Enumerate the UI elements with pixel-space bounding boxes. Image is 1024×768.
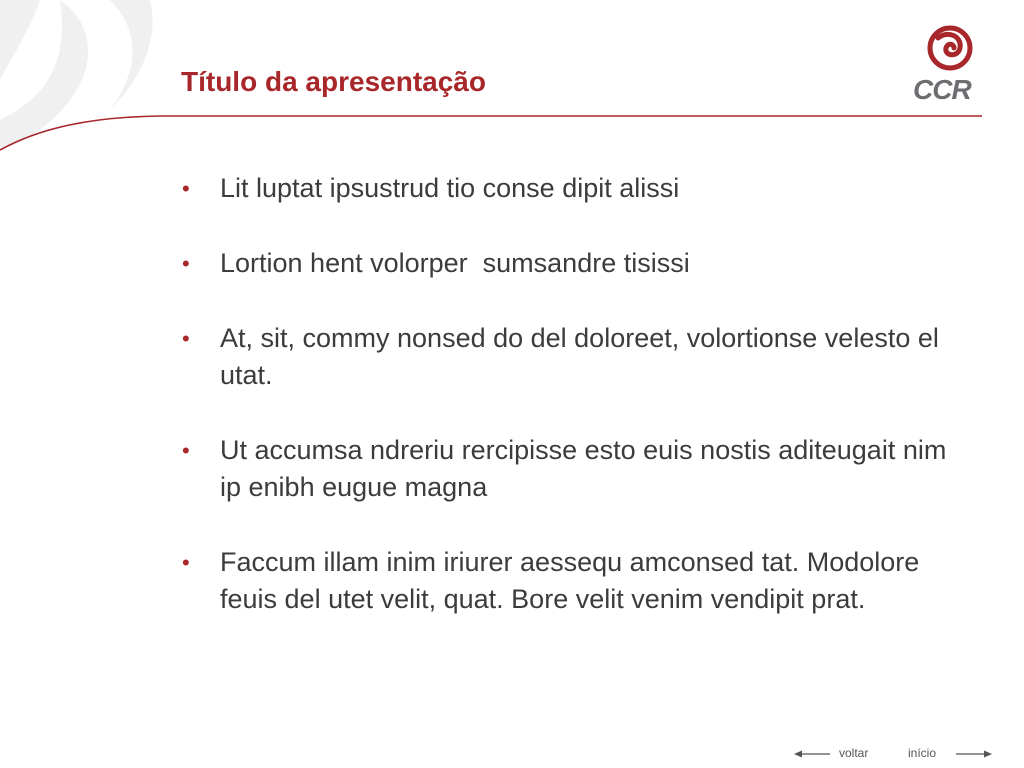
home-link[interactable]: início xyxy=(908,746,937,760)
list-item xyxy=(180,320,970,394)
back-link[interactable]: voltar xyxy=(839,746,869,760)
list-item xyxy=(180,245,970,282)
bullet-text: At, sit, commy nonsed do del doloreet, volortionse velesto el utat. xyxy=(220,323,939,390)
bullet-icon: • xyxy=(182,550,190,575)
bullet-text: Lortion hent volorper sumsandre tisissi xyxy=(220,248,690,278)
bullet-icon: • xyxy=(182,438,190,463)
slide-title: Título da apresentação xyxy=(181,66,486,97)
bullet-list xyxy=(180,170,970,656)
list-item xyxy=(180,170,970,207)
bullet-icon: • xyxy=(182,326,190,351)
bullet-text: Faccum illam inim iriurer aessequ amconsed tat. Modolore feuis del utet velit, quat. Bore velit venim vendipit prat. xyxy=(220,547,920,614)
back-arrow-icon[interactable] xyxy=(794,749,830,759)
background-swirl-decoration xyxy=(0,0,1024,160)
bullet-text: Ut accumsa ndreriu rercipisse esto euis nostis aditeugait nim ip enibh eugue magna xyxy=(220,435,947,502)
list-item xyxy=(180,432,970,506)
list-item xyxy=(180,544,970,618)
ccr-logo-text: CCR xyxy=(913,74,971,105)
bullet-text: Lit luptat ipsustrud tio conse dipit alissi xyxy=(220,173,680,203)
bullet-icon: • xyxy=(182,176,190,201)
header-curve-line xyxy=(0,116,982,150)
forward-arrow-icon[interactable] xyxy=(956,749,992,759)
bullet-icon: • xyxy=(182,251,190,276)
